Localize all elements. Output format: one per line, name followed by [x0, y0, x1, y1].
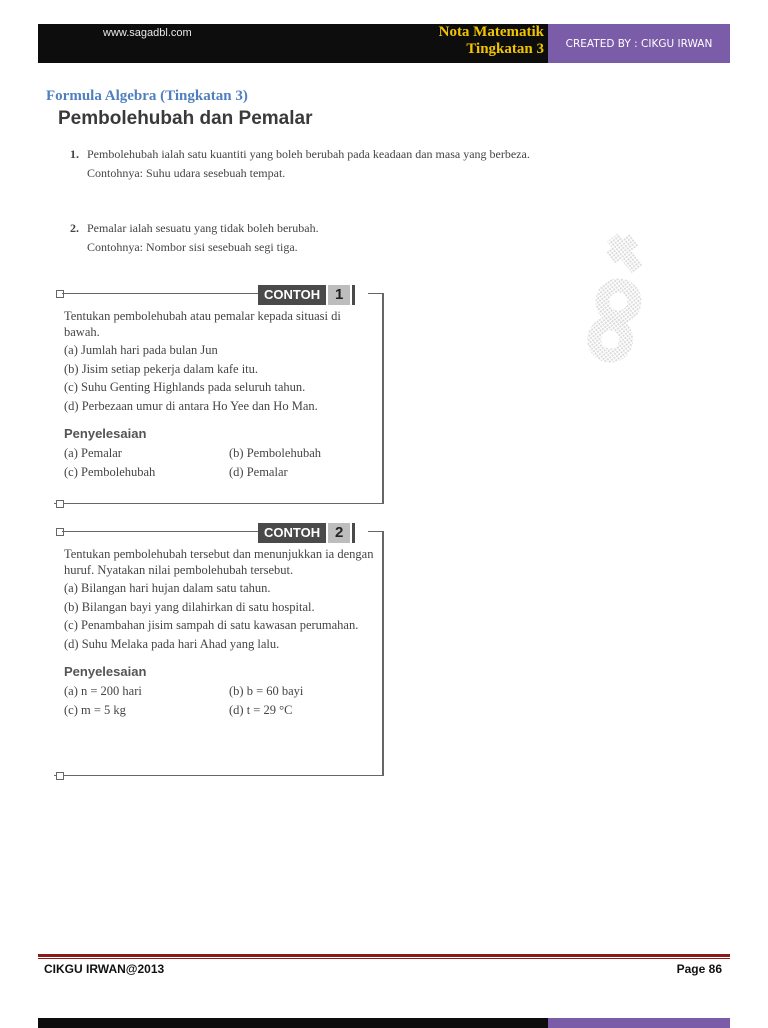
- example-box-1: [54, 285, 384, 510]
- answer-item: (b) b = 60 bayi: [229, 683, 304, 698]
- solution-title: Penyelesaian: [64, 426, 147, 441]
- option-item: (a) Jumlah hari pada bulan Jun: [64, 343, 218, 357]
- option-item: (b) Jisim setiap pekerja dalam kafe itu.: [64, 361, 259, 376]
- answer-item: (b) Pembolehubah: [229, 445, 321, 460]
- item-number: 1.: [70, 147, 79, 161]
- option-item: (c) Penambahan jisim sampah di satu kawasan perumahan.: [64, 618, 359, 632]
- item-example: Contohnya: Nombor sisi sesebuah segi tiga.: [87, 240, 298, 254]
- corner-marker: [56, 772, 64, 780]
- definition-item: [70, 146, 567, 181]
- corner-marker: [56, 528, 64, 536]
- created-by-text: CREATED BY : CIKGU IRWAN: [565, 37, 713, 50]
- footer-divider: [38, 954, 730, 957]
- example-label: CONTOH: [258, 285, 326, 305]
- example-number: 2: [328, 523, 350, 543]
- example-question: Tentukan pembolehubah atau pemalar kepada situasi di bawah.: [64, 309, 341, 339]
- answer-item: (a) Pemalar: [64, 445, 122, 460]
- item-example: Contohnya: Suhu udara sesebuah tempat.: [87, 166, 286, 180]
- created-by-badge: [548, 24, 730, 63]
- box-border: [54, 775, 384, 776]
- answer-item: (c) Pembolehubah: [64, 465, 156, 479]
- definition-item: [70, 220, 567, 255]
- example-number: 1: [328, 285, 350, 305]
- solution-title: Penyelesaian: [64, 664, 147, 679]
- example-content: [64, 547, 376, 719]
- answer-item: (c) m = 5 kg: [64, 703, 126, 717]
- example-box-2: [54, 523, 384, 783]
- section-title: Pembolehubah dan Pemalar: [58, 108, 313, 129]
- header-title-line1: Nota Matematik: [438, 24, 544, 40]
- option-item: (c) Suhu Genting Highlands pada seluruh tahun.: [64, 380, 306, 394]
- item-text: Pembolehubah ialah satu kuantiti yang boleh berubah pada keadaan dan masa yang berbeza.: [87, 147, 530, 161]
- answer-row: [64, 446, 376, 462]
- option-item: (d) Suhu Melaka pada hari Ahad yang lalu.: [64, 636, 280, 651]
- corner-marker: [56, 290, 64, 298]
- document-title: Formula Algebra (Tingkatan 3): [46, 88, 248, 104]
- box-border: [54, 503, 384, 504]
- example-badge: [258, 523, 355, 543]
- answer-item: (d) Pemalar: [229, 465, 288, 479]
- example-question: Tentukan pembolehubah tersebut dan menunjukkan ia dengan huruf. Nyatakan nilai pembolehubah tersebut.: [64, 547, 374, 577]
- page-number: Page 86: [676, 962, 722, 976]
- corner-marker: [56, 500, 64, 508]
- box-border: [382, 293, 384, 503]
- answer-row: [64, 703, 376, 719]
- footer-author: CIKGU IRWAN@2013: [44, 962, 165, 976]
- footer-divider: [38, 958, 730, 959]
- answer-row: [64, 684, 376, 700]
- site-url[interactable]: www.sagadbl.com: [103, 27, 192, 39]
- answer-item: (a) n = 200 hari: [64, 683, 142, 698]
- item-text: Pemalar ialah sesuatu yang tidak boleh berubah.: [87, 221, 319, 235]
- example-label: CONTOH: [258, 523, 326, 543]
- item-number: 2.: [70, 221, 79, 235]
- page-header: [38, 24, 730, 63]
- example-badge: [258, 285, 355, 305]
- option-item: (a) Bilangan hari hujan dalam satu tahun.: [64, 581, 271, 595]
- box-border: [62, 293, 258, 294]
- example-content: [64, 309, 376, 481]
- next-page-header: [38, 1018, 730, 1028]
- box-border: [382, 531, 384, 775]
- header-title-line2: Tingkatan 3: [466, 41, 544, 57]
- answer-item: (d) t = 29 °C: [229, 703, 293, 717]
- option-item: (b) Bilangan bayi yang dilahirkan di satu hospital.: [64, 599, 315, 614]
- watermark-graphic: [560, 215, 700, 385]
- header-title: [439, 24, 544, 58]
- answer-row: [64, 465, 376, 481]
- box-border: [62, 531, 258, 532]
- option-item: (d) Perbezaan umur di antara Ho Yee dan Ho Man.: [64, 398, 318, 413]
